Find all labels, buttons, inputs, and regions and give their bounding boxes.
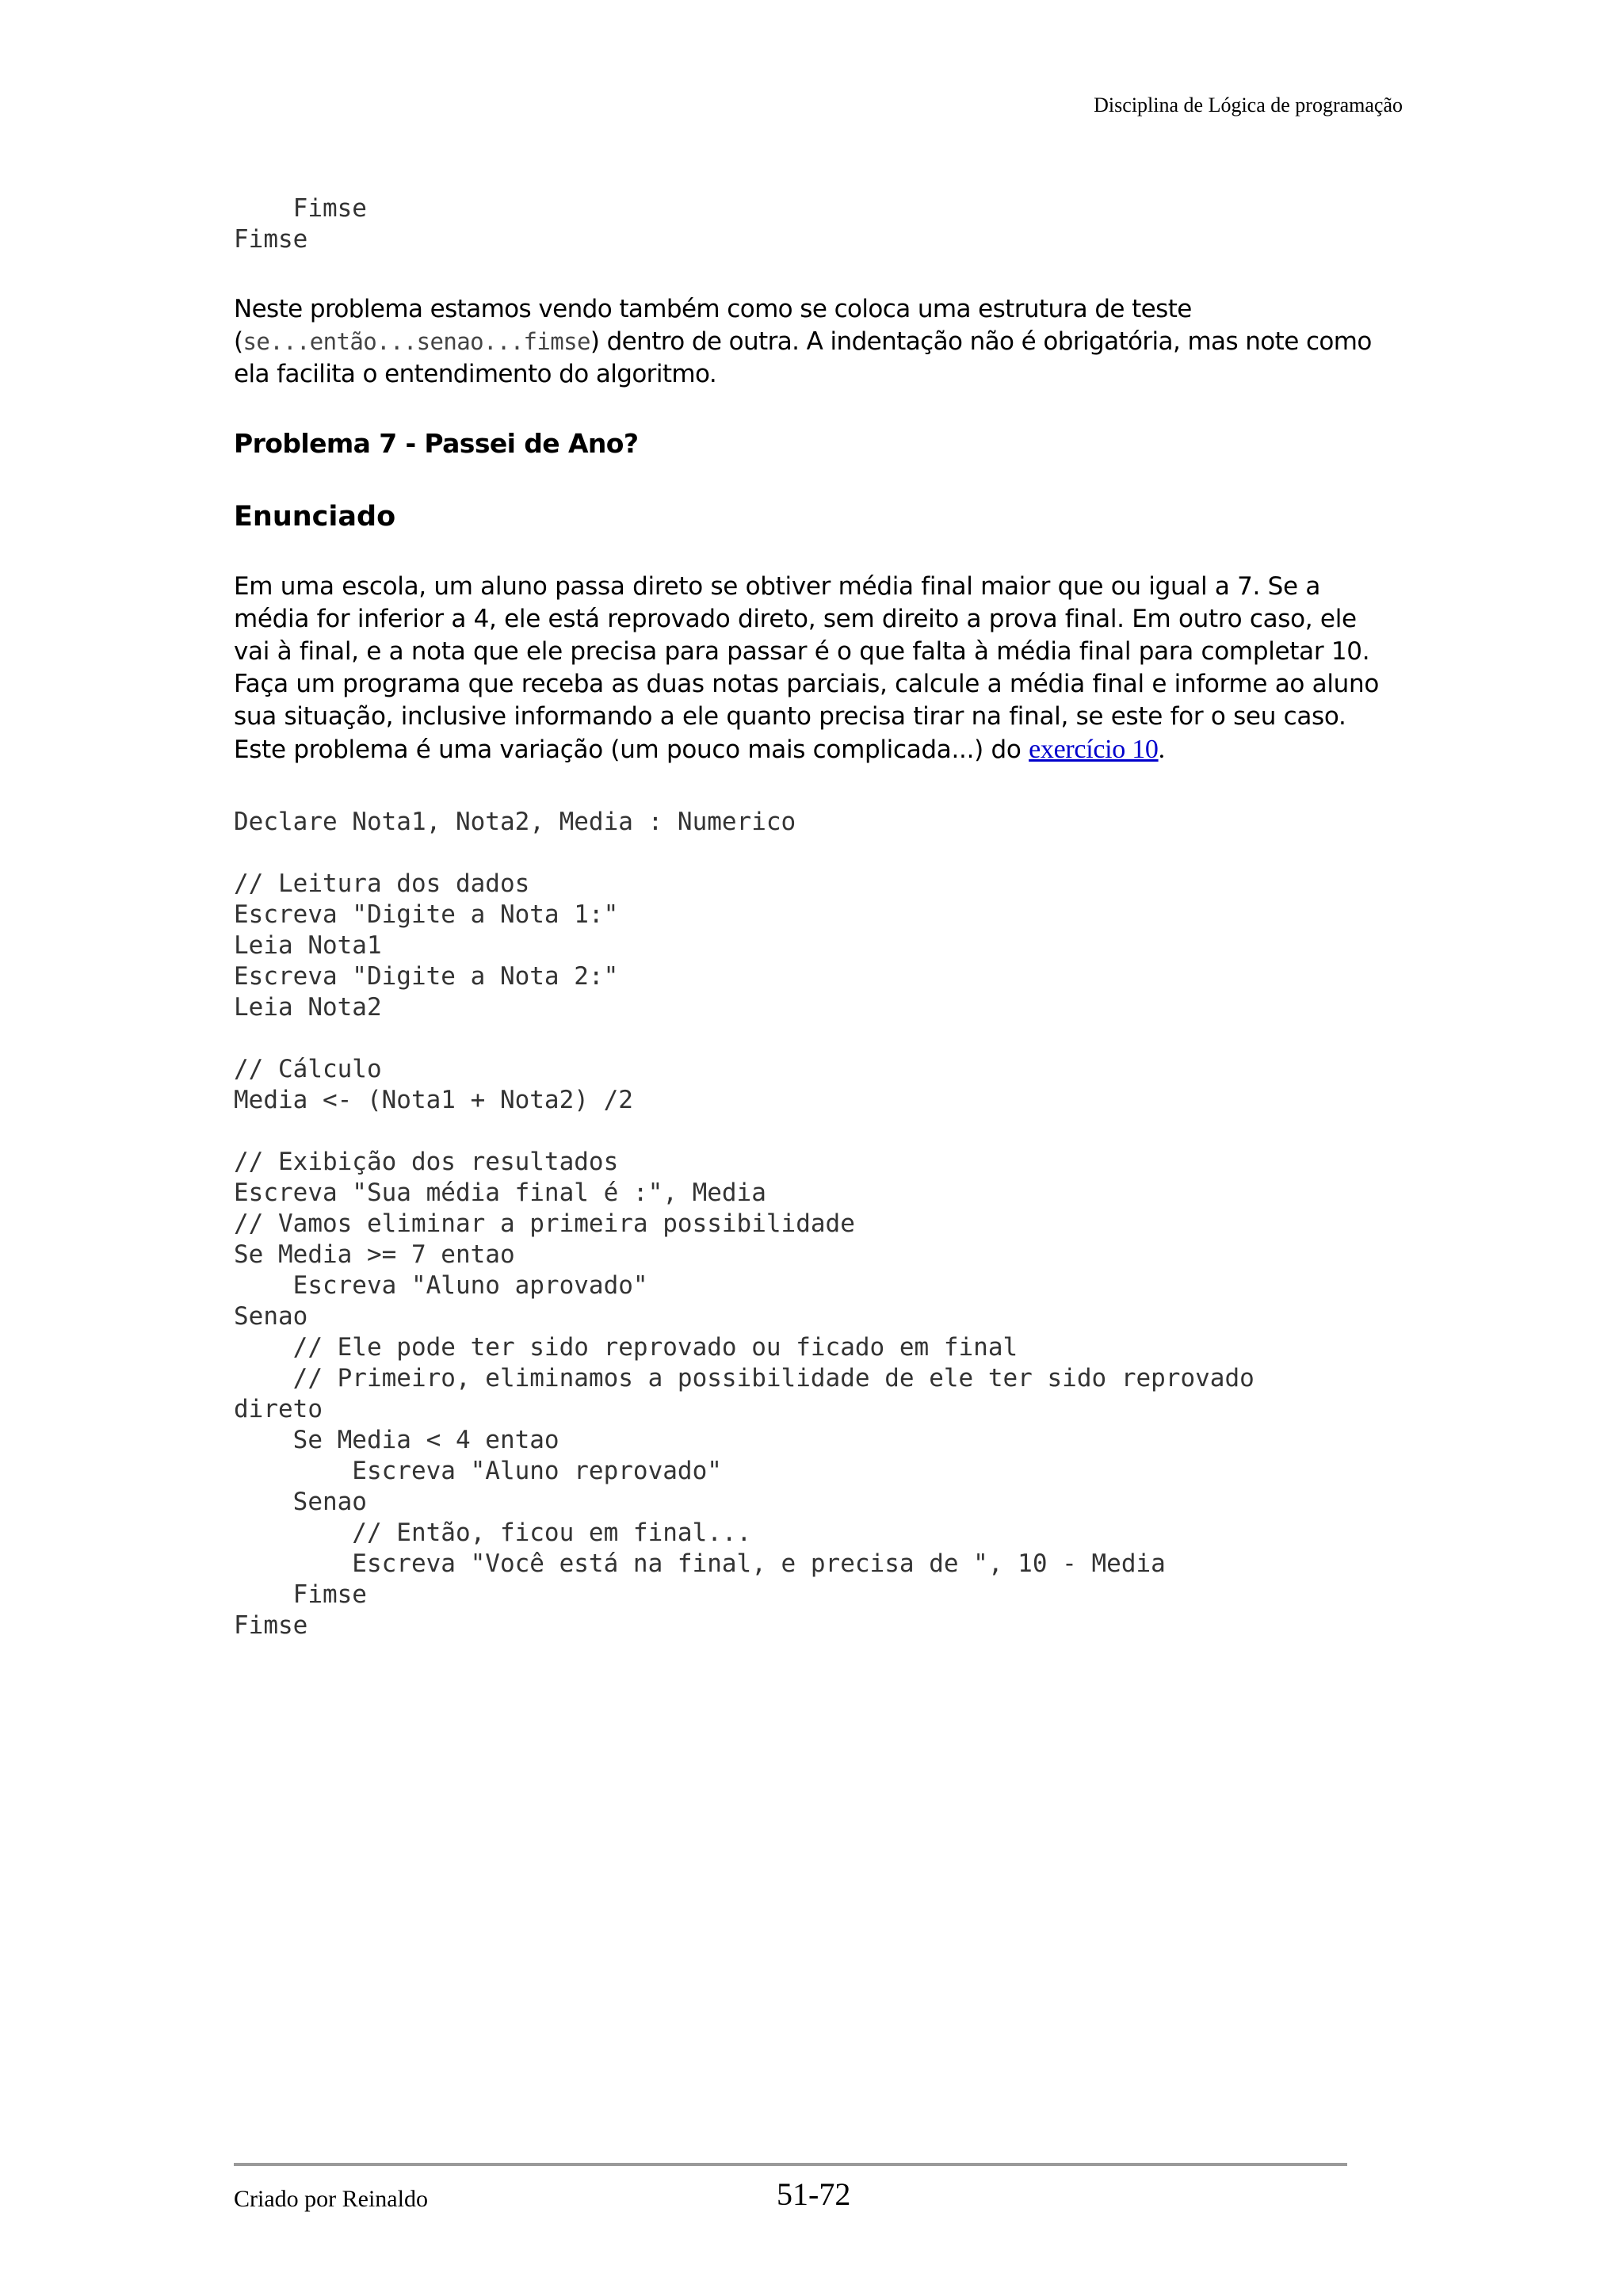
problem-statement bbox=[234, 571, 1399, 766]
running-header: Disciplina de Lógica de programação bbox=[1094, 94, 1403, 117]
section-heading-enunciado: Enunciado bbox=[234, 501, 396, 533]
statement-end: . bbox=[1158, 735, 1165, 764]
code-block-algorithm: Declare Nota1, Nota2, Media : Numerico // Leitura dos dados Escreva "Digite a Nota 1:" Leia Nota1 Escreva "Digite a Nota 2:" Leia Nota2 // Cálculo Media <- (Nota1 + Nota2) /2 // Exibição dos resultados Escreva "Sua média final é :", Media // Vamos eliminar a primeira possibilidade Se Media >= 7 entao Escreva "Aluno aprovado" Senao // Ele pode ter sido reprovado ou ficado em final // Primeiro, eliminamos a possibilidade de ele ter sido reprovado direto Se Media < 4 entao Escreva "Aluno reprovado" Senao // Então, ficou em final... Escreva "Você está na final, e precisa de ", 10 - Media Fimse Fimse bbox=[234, 808, 1254, 1640]
intro-paragraph bbox=[234, 293, 1399, 391]
intro-text-after: ) dentro de outra. A indentação não é obrigatória, mas note como ela facilita o entendimento do algoritmo. bbox=[234, 327, 1372, 388]
problem-heading: Problema 7 - Passei de Ano? bbox=[234, 428, 639, 459]
inline-code: se...então...senao...fimse bbox=[242, 328, 590, 355]
code-block-continuation: Fimse Fimse bbox=[234, 194, 367, 254]
exercise-link[interactable]: exercício 10 bbox=[1029, 735, 1159, 764]
footer-author: Criado por Reinaldo bbox=[234, 2186, 428, 2212]
page-number: 51-72 bbox=[777, 2176, 851, 2212]
statement-text: Em uma escola, um aluno passa direto se obtiver média final maior que ou igual a 7. Se a média for inferior a 4, ele está reprovado direto, sem direito a prova final. Em outro caso, ele vai à final, e a nota que ele precisa para passar é o que falta à média final para completar 10. Faça um programa que receba as duas notas parciais, calcule a média final e informe ao aluno sua situação, inclusive informando a ele quanto precisa tirar na final, se este for o seu caso. Este problema é uma variação (um pouco mais complicada...) do bbox=[234, 572, 1380, 764]
intro-text-before: Neste problema estamos vendo também como se coloca uma estrutura de teste ( bbox=[234, 295, 1192, 356]
footer-divider bbox=[234, 2163, 1347, 2166]
